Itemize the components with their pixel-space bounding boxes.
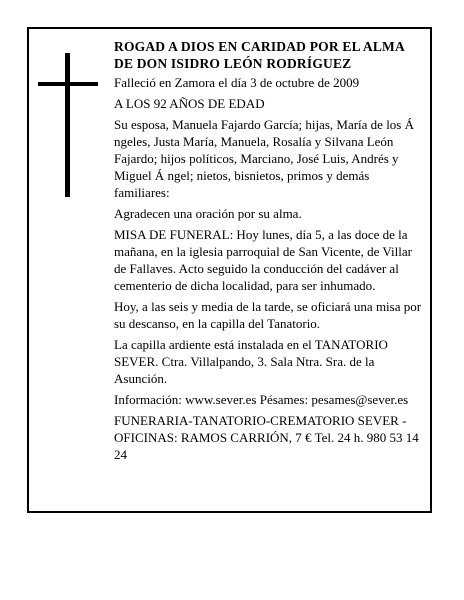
family-paragraph: Su esposa, Manuela Fajardo García; hijas, María de los Á ngeles, Justa María, Manuela, Rosalía y Silvana León Fajardo; hijos políticos, Marciano, José Luis, Andrés y Miguel Á ngel; nietos, bisnietos, primos y demás familiares: xyxy=(114,117,415,200)
obituary-heading: ROGAD A DIOS EN CARIDAD POR EL ALMA DE DON ISIDRO LEÓN RODRÍGUEZ xyxy=(114,39,405,71)
obituary-text xyxy=(114,38,426,467)
funeral-mass: MISA DE FUNERAL: Hoy lunes, día 5, a las doce de la mañana, en la iglesia parroquial de San Vicente, de Villar de Fallaves. Acto seguido la conducción del cadáver al cementerio de dicha localidad, para ser inhumado. xyxy=(114,227,412,293)
cross-icon xyxy=(65,53,70,197)
funeral-home-info: FUNERARIA-TANATORIO-CREMATORIO SEVER - OFICINAS: RAMOS CARRIÓN, 7 € Tel. 24 h. 980 53 14 24 xyxy=(114,413,419,462)
age-line: A LOS 92 AÑOS DE EDAD xyxy=(114,96,265,111)
death-line: Falleció en Zamora el día 3 de octubre de 2009 xyxy=(114,75,360,90)
contact-info: Información: www.sever.es Pésames: pesames@sever.es xyxy=(114,392,409,407)
evening-mass: Hoy, a las seis y media de la tarde, se oficiará una misa por su descanso, en la capilla del Tanatorio. xyxy=(114,299,422,331)
cross-icon-bar xyxy=(38,82,98,86)
prayer-request: Agradecen una oración por su alma. xyxy=(114,206,302,221)
chapel-info: La capilla ardiente está instalada en el TANATORIO SEVER. Ctra. Villalpando, 3. Sala Ntra. Sra. de la Asunción. xyxy=(114,337,388,386)
